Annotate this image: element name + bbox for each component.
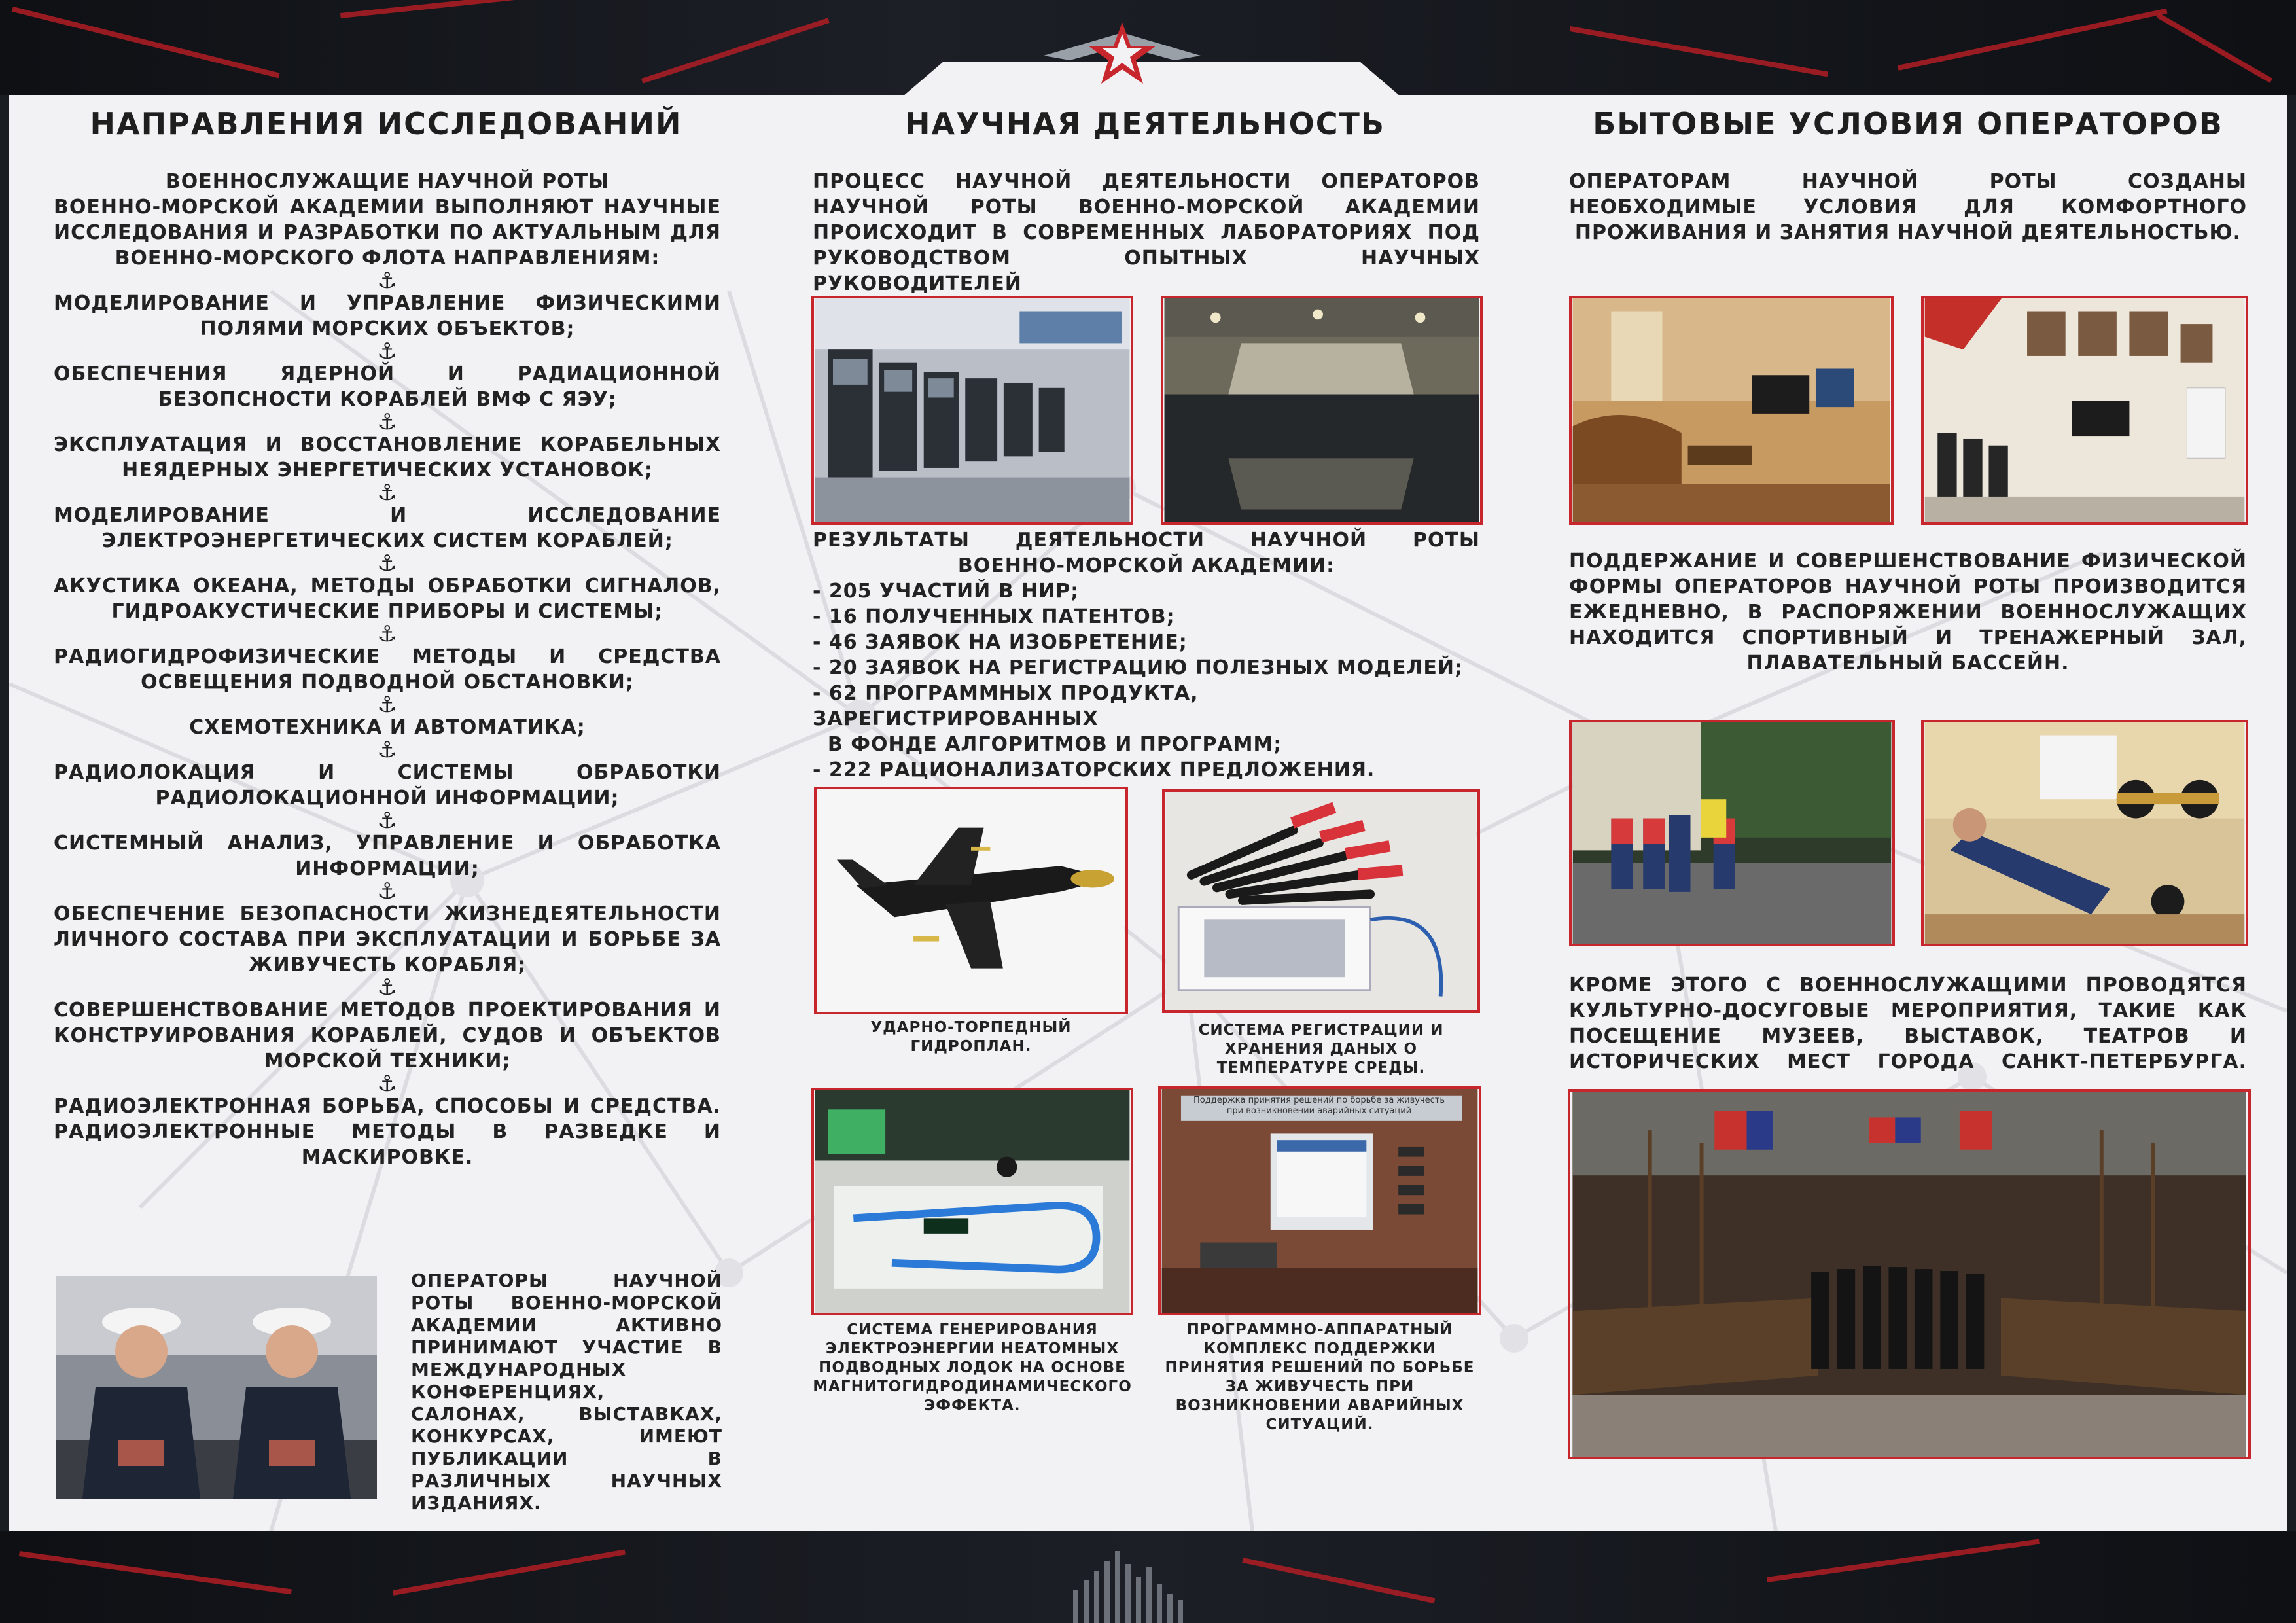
heading-scientific-activity: НАУЧНАЯ ДЕЯТЕЛЬНОСТЬ bbox=[905, 106, 1385, 141]
photo-study-room bbox=[1921, 296, 2248, 525]
anchor-icon: ⚓ bbox=[377, 974, 398, 1001]
research-intro-rest: ВОЕННО-МОРСКОЙ АКАДЕМИИ ВЫПОЛНЯЮТ НАУЧНЫЕ ИССЛЕДОВАНИЯ И РАЗРАБОТКИ ПО АКТУАЛЬНЫМ ДЛЯ ВОЕННО-МОРСКОГО ФЛОТА НАПРАВЛЕНИЯМ: bbox=[54, 196, 721, 270]
heading-research-directions: НАПРАВЛЕНИЯ ИССЛЕДОВАНИЙ bbox=[90, 106, 682, 141]
anchor-icon: ⚓ bbox=[377, 409, 398, 435]
anchor-icon: ⚓ bbox=[377, 550, 398, 577]
photo-lab-pool bbox=[1161, 296, 1483, 525]
research-item: ОБЕСПЕЧЕНИЯ ЯДЕРНОЙ И РАДИАЦИОННОЙ БЕЗОПСНОСТИ КОРАБЛЕЙ ВМФ С ЯЭУ; bbox=[54, 363, 721, 411]
anchor-icon: ⚓ bbox=[377, 480, 398, 506]
research-intro-line1: ВОЕННОСЛУЖАЩИЕ НАУЧНОЙ РОТЫ bbox=[165, 170, 610, 193]
result-item: В ФОНДЕ АЛГОРИТМОВ И ПРОГРАММ; bbox=[813, 733, 1282, 756]
research-intro bbox=[54, 169, 721, 271]
research-item: ЭКСПЛУАТАЦИЯ И ВОССТАНОВЛЕНИЕ КОРАБЕЛЬНЫХ НЕЯДЕРНЫХ ЭНЕРГЕТИЧЕСКИХ УСТАНОВОК; bbox=[54, 433, 721, 482]
research-item: АКУСТИКА ОКЕАНА, МЕТОДЫ ОБРАБОТКИ СИГНАЛОВ, ГИДРОАКУСТИЧЕСКИЕ ПРИБОРЫ И СИСТЕМЫ; bbox=[54, 575, 721, 623]
anchor-icon: ⚓ bbox=[377, 692, 398, 718]
photo-survivability-complex bbox=[1158, 1086, 1481, 1315]
result-item: - 205 УЧАСТИЙ В НИР; bbox=[813, 580, 1080, 603]
living-intro: ОПЕРАТОРАМ НАУЧНОЙ РОТЫ СОЗДАНЫ НЕОБХОДИМЫЕ УСЛОВИЯ ДЛЯ КОМФОРТНОГО ПРОЖИВАНИЯ И ЗАНЯТИЯ НАУЧНОЙ ДЕЯТЕЛЬНОСТЬЮ. bbox=[1569, 170, 2247, 244]
anchor-icon: ⚓ bbox=[377, 808, 398, 834]
research-item: ОБЕСПЕЧЕНИЕ БЕЗОПАСНОСТИ ЖИЗНЕДЕЯТЕЛЬНОСТИ ЛИЧНОГО СОСТАВА ПРИ ЭКСПЛУАТАЦИИ И БОРЬБЕ ЗА ЖИВУЧЕСТЬ КОРАБЛЯ; bbox=[54, 902, 721, 976]
caption-survivability-complex: ПРОГРАММНО-АППАРАТНЫЙ КОМПЛЕКС ПОДДЕРЖКИ ПРИНЯТИЯ РЕШЕНИЙ ПО БОРЬБЕ ЗА ЖИВУЧЕСТЬ ПРИ ВОЗНИКНОВЕНИИ АВАРИЙНЫХ СИТУАЦИЙ. bbox=[1165, 1321, 1475, 1433]
photo-hydroplane bbox=[814, 787, 1128, 1014]
sport-paragraph: ПОДДЕРЖАНИЕ И СОВЕРШЕНСТВОВАНИЕ ФИЗИЧЕСКОЙ ФОРМЫ ОПЕРАТОРОВ НАУЧНОЙ РОТЫ ПРОИЗВОДИТСЯ ЕЖЕДНЕВНО, В РАСПОРЯЖЕНИИ ВОЕННОСЛУЖАЩИХ НАХОДИТСЯ СПОРТИВНЫЙ И ТРЕНАЖЕРНЫЙ ЗАЛ, bbox=[1569, 550, 2247, 649]
sport-text bbox=[1569, 548, 2247, 676]
caption-temperature-system: СИСТЕМА РЕГИСТРАЦИИ И ХРАНЕНИЯ ДАНЫХ О ТЕМПЕРАТУРЕ СРЕДЫ. bbox=[1198, 1022, 1444, 1077]
photo-outdoor-training bbox=[1569, 720, 1895, 946]
caption-mhd-generator: СИСТЕМА ГЕНЕРИРОВАНИЯ ЭЛЕКТРОЭНЕРГИИ НЕАТОМНЫХ ПОДВОДНЫХ ЛОДОК НА ОСНОВЕ МАГНИТОГИДРОДИНАМИЧЕСКОГО ЭФФЕКТА. bbox=[813, 1321, 1132, 1414]
anchor-icon: ⚓ bbox=[377, 268, 398, 294]
results-block bbox=[813, 527, 1480, 783]
photo-temperature-system bbox=[1162, 789, 1480, 1013]
photo-gym bbox=[1921, 720, 2248, 946]
result-item: - 62 ПРОГРАММНЫХ ПРОДУКТА, ЗАРЕГИСТРИРОВАННЫХ bbox=[813, 682, 1199, 730]
scientific-intro: ПРОЦЕСС НАУЧНОЙ ДЕЯТЕЛЬНОСТИ ОПЕРАТОРОВ НАУЧНОЙ РОТЫ ВОЕННО-МОРСКОЙ АКАДЕМИИ ПРОИСХОДИТ В СОВРЕМЕННЫХ ЛАБОРАТОРИЯХ ПОД РУКОВОДСТВОМ ОПЫТНЫХ НАУЧНЫХ РУКОВОДИТЕЛЕЙ bbox=[813, 170, 1480, 295]
research-item: РАДИОЭЛЕКТРОННАЯ БОРЬБА, СПОСОБЫ И СРЕДСТВА. РАДИОЭЛЕКТРОННЫЕ МЕТОДЫ В РАЗВЕДКЕ И МАСКИРОВКЕ. bbox=[54, 1095, 721, 1169]
anchor-icon: ⚓ bbox=[377, 621, 398, 647]
result-item: - 222 РАЦИОНАЛИЗАТОРСКИХ ПРЕДЛОЖЕНИЯ. bbox=[813, 758, 1375, 781]
photo-mhd-generator bbox=[811, 1088, 1133, 1315]
caption-hydroplane: УДАРНО-ТОРПЕДНЫЙ ГИДРОПЛАН. bbox=[870, 1019, 1072, 1055]
anchor-icon: ⚓ bbox=[377, 878, 398, 904]
anchor-icon: ⚓ bbox=[377, 737, 398, 763]
bottom-decorative-band bbox=[0, 1531, 2296, 1623]
screen-title-text: Поддержка принятия решений по борьбе за живучесть при возникновении аварийных ситуаций bbox=[1193, 1096, 1445, 1116]
heading-living-conditions: БЫТОВЫЕ УСЛОВИЯ ОПЕРАТОРОВ bbox=[1593, 106, 2223, 141]
research-directions-list bbox=[54, 268, 721, 1170]
research-item: СХЕМОТЕХНИКА И АВТОМАТИКА; bbox=[189, 716, 586, 739]
results-title: РЕЗУЛЬТАТЫ ДЕЯТЕЛЬНОСТИ НАУЧНОЙ РОТЫ ВОЕННО-МОРСКОЙ АКАДЕМИИ: bbox=[813, 529, 1480, 577]
operators-conferences-text: ОПЕРАТОРЫ НАУЧНОЙ РОТЫ ВОЕННО-МОРСКОЙ АКАДЕМИИ АКТИВНО ПРИНИМАЮТ УЧАСТИЕ В МЕЖДУНАРОДНЫХ КОНФЕРЕНЦИЯХ, САЛОНАХ, ВЫСТАВКАХ, КОНКУРСАХ, ИМЕЮТ ПУБЛИКАЦИИ В РАЗЛИЧНЫХ НАУЧНЫХ ИЗДАНИЯХ. bbox=[411, 1270, 722, 1514]
sport-last-line: ПЛАВАТЕЛЬНЫЙ БАССЕЙН. bbox=[1746, 652, 2070, 675]
army-star-emblem bbox=[1044, 20, 1201, 85]
result-item: - 20 ЗАЯВОК НА РЕГИСТРАЦИЮ ПОЛЕЗНЫХ МОДЕЛЕЙ; bbox=[813, 656, 1463, 679]
anchor-icon: ⚓ bbox=[377, 338, 398, 365]
research-item: СИСТЕМНЫЙ АНАЛИЗ, УПРАВЛЕНИЕ И ОБРАБОТКА ИНФОРМАЦИИ; bbox=[54, 832, 721, 880]
photo-lounge bbox=[1569, 296, 1894, 525]
photo-lab-consoles bbox=[811, 296, 1133, 525]
photo-naval-museum bbox=[1568, 1089, 2251, 1459]
soundwave-graphic bbox=[1073, 1544, 1230, 1623]
result-item: - 16 ПОЛУЧЕННЫХ ПАТЕНТОВ; bbox=[813, 605, 1175, 628]
result-item: - 46 ЗАЯВОК НА ИЗОБРЕТЕНИЕ; bbox=[813, 631, 1188, 654]
research-item: МОДЕЛИРОВАНИЕ И УПРАВЛЕНИЕ ФИЗИЧЕСКИМИ ПОЛЯМИ МОРСКИХ ОБЪЕКТОВ; bbox=[54, 292, 721, 340]
research-item: РАДИОГИДРОФИЗИЧЕСКИЕ МЕТОДЫ И СРЕДСТВА ОСВЕЩЕНИЯ ПОДВОДНОЙ ОБСТАНОВКИ; bbox=[54, 645, 721, 694]
research-item: МОДЕЛИРОВАНИЕ И ИССЛЕДОВАНИЕ ЭЛЕКТРОЭНЕРГЕТИЧЕСКИХ СИСТЕМ КОРАБЛЕЙ; bbox=[54, 504, 721, 552]
culture-text: КРОМЕ ЭТОГО С ВОЕННОСЛУЖАЩИМИ ПРОВОДЯТСЯ КУЛЬТУРНО-ДОСУГОВЫЕ МЕРОПРИЯТИЯ, ТАКИЕ КАК ПОСЕЩЕНИЕ МУЗЕЕВ, ВЫСТАВОК, ТЕАТРОВ И ИСТОРИЧЕСКИХ МЕСТ ГОРОДА САНКТ-ПЕТЕРБУРГА. bbox=[1569, 974, 2247, 1073]
anchor-icon: ⚓ bbox=[377, 1071, 398, 1097]
research-item: РАДИОЛОКАЦИЯ И СИСТЕМЫ ОБРАБОТКИ РАДИОЛОКАЦИОННОЙ ИНФОРМАЦИИ; bbox=[54, 761, 721, 810]
photo-operators-exhibition bbox=[56, 1276, 377, 1499]
research-item: СОВЕРШЕНСТВОВАНИЕ МЕТОДОВ ПРОЕКТИРОВАНИЯ И КОНСТРУИРОВАНИЯ КОРАБЛЕЙ, СУДОВ И ОБЪЕКТОВ МОРСКОЙ ТЕХНИКИ; bbox=[54, 999, 721, 1073]
